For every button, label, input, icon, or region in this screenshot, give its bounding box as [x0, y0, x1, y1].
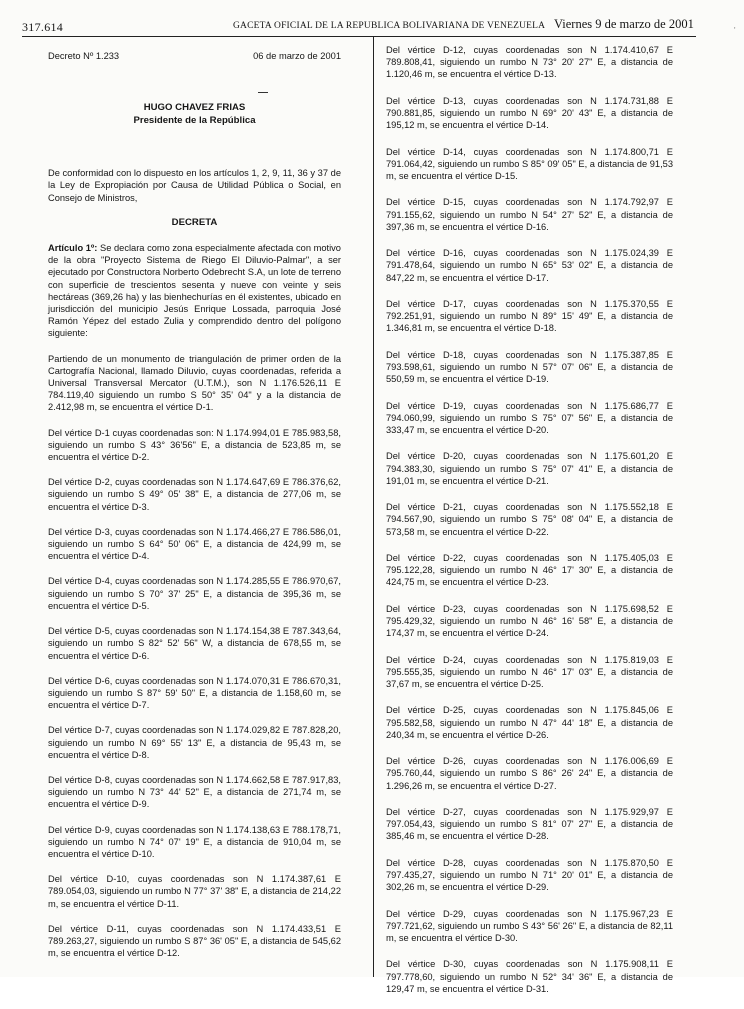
- vertex-paragraph: Del vértice D-3, cuyas coordenadas son N 1.174.466,27 E 786.586,01, siguiendo un rumbo S 64° 50' 06" E, a distancia de 424,99 m, se encuentra el vértice D-4.: [48, 526, 341, 562]
- article-text: Se declara como zona especialmente afectada con motivo de la obra "Proyecto Sistema de Riego El Diluvio-Palmar", a ser ejecutado por Constructora Norberto Odebrecht S.A, un lote de terreno con superficie de trescientos sesenta y nueve con veinte y seis hectáreas (369,26 ha) y las bienhechurías en él existentes, ubicado en jurisdicción del municipio Jesús Enrique Lossada, parroquia José Ramón Yépez del estado Zulia y comprendido dentro del polígono siguiente:: [48, 243, 341, 339]
- vertex-paragraph: Del vértice D-1 cuyas coordenadas son: N 1.174.994,01 E 785.983,58, siguiendo un rumbo S 43° 36'56" E, a distancia de 523,85 m, se encuentra el vértice D-2.: [48, 427, 341, 463]
- vertex-paragraph: Del vértice D-20, cuyas coordenadas son N 1.175.601,20 E 794.383,30, siguiendo un rumbo S 75° 07' 41" E, a distancia de 191,01 m, se encuentra el vértice D-21.: [386, 451, 673, 486]
- article-label: Artículo 1º:: [48, 243, 98, 254]
- left-column: [48, 50, 341, 972]
- page-number: 317.614: [22, 20, 64, 34]
- vertex-paragraph: Del vértice D-12, cuyas coordenadas son N 1.174.410,67 E 789.808,41, siguiendo un rumbo N 73° 20' 27" E, a distancia de 1.120,46 m, se encuentra el vértice D-13.: [386, 45, 673, 80]
- column-divider: [373, 36, 374, 977]
- vertex-paragraph: Del vértice D-23, cuyas coordenadas son N 1.175.698,52 E 795.429,32, siguiendo un rumbo N 46° 16' 58" E, a distancia de 174,37 m, se encuentra el vértice D-24.: [386, 603, 673, 639]
- vertex-paragraph: Del vértice D-24, cuyas coordenadas son N 1.175.819,03 E 795.555,35, siguiendo un rumbo N 46° 17' 03" E, a distancia de 37,67 m, se encuentra el vértice D-25.: [386, 654, 673, 689]
- issue-date: Viernes 9 de marzo de 2001: [554, 17, 694, 31]
- signer-name: HUGO CHAVEZ FRIAS: [143, 102, 246, 114]
- vertex-paragraph: Del vértice D-9, cuyas coordenadas son N 1.174.138,63 E 788.178,71, siguiendo un rumbo N 74° 07' 19" E, a distancia de 910,04 m, se encuentra el vértice D-10.: [48, 824, 341, 859]
- vertex-paragraph: Del vértice D-29, cuyas coordenadas son N 1.175.967,23 E 797.721,62, siguiendo un rumbo S 43° 56' 26" E, a distancia de 82,11 m, se encuentra el vértice D-30.: [386, 908, 673, 943]
- vertex-paragraph: Del vértice D-25, cuyas coordenadas son N 1.175.845,06 E 795.582,58, siguiendo un rumbo N 47° 44' 18" E, a distancia de 240,34 m, se encuentra el vértice D-26.: [386, 705, 673, 740]
- vertex-paragraph: Del vértice D-14, cuyas coordenadas son N 1.174.800,71 E 791.064,42, siguiendo un rumbo S 85° 09' 05" E, a distancia de 91,53 m, se encuentra el vértice D-15.: [386, 146, 673, 181]
- gazette-title: GACETA OFICIAL DE LA REPUBLICA BOLIVARIANA DE VENEZUELA: [233, 21, 546, 31]
- margin-mark: ': [734, 26, 736, 35]
- decree-date: 06 de marzo de 2001: [253, 51, 341, 61]
- vertex-paragraph: Del vértice D-6, cuyas coordenadas son N 1.174.070,31 E 786.670,31, siguiendo un rumbo S 87° 59' 50" E, a distancia de 1.158,60 m, se encuentra el vértice D-7.: [48, 675, 341, 711]
- signer-title: Presidente de la República: [133, 114, 256, 126]
- decree-number: Decreto Nº 1.233: [48, 51, 120, 61]
- vertex-paragraph: Del vértice D-15, cuyas coordenadas son N 1.174.792,97 E 791.155,62, siguiendo un rumbo N 54° 27' 52" E, a distancia de 397,36 m, se encuentra el vértice D-16.: [386, 197, 673, 232]
- vertex-paragraph: Del vértice D-2, cuyas coordenadas son N 1.174.647,69 E 786.376,62, siguiendo un rumbo S 49° 05' 38" E, a distancia de 277,06 m, se encuentra el vértice D-3.: [48, 477, 341, 512]
- preamble: De conformidad con lo dispuesto en los artículos 1, 2, 9, 11, 36 y 37 de la Ley de Expropiación por Causa de Utilidad Pública o Social, en Consejo de Ministros,: [48, 168, 341, 203]
- decreta-heading: DECRETA: [171, 216, 218, 228]
- vertex-paragraph: Del vértice D-30, cuyas coordenadas son N 1.175.908,11 E 797.778,60, siguiendo un rumbo N 52° 34' 36" E, a distancia de 129,47 m, se encuentra el vértice D-31.: [386, 959, 673, 994]
- vertex-paragraph: Del vértice D-19, cuyas coordenadas son N 1.175.686,77 E 794.060,99, siguiendo un rumbo S 75° 07' 56" E, a distancia de 333,47 m, se encuentra el vértice D-20.: [386, 400, 673, 435]
- separator-dash: [258, 92, 268, 93]
- right-column: [386, 44, 673, 1009]
- vertex-paragraph: Del vértice D-10, cuyas coordenadas son N 1.174.387,61 E 789.054,03, siguiendo un rumbo N 77° 37' 38" E, a distancia de 214,22 m, se encuentra el vértice D-11.: [48, 874, 341, 909]
- vertex-paragraph: Del vértice D-22, cuyas coordenadas son N 1.175.405,03 E 795.122,28, siguiendo un rumbo N 46° 17' 30" E, a distancia de 424,75 m, se encuentra el vértice D-23.: [386, 552, 673, 588]
- vertex-paragraph: Del vértice D-27, cuyas coordenadas son N 1.175.929,97 E 797.054,43, siguiendo un rumbo S 81° 07' 27" E, a distancia de 385,46 m, se encuentra el vértice D-28.: [386, 806, 673, 842]
- header-rule: [22, 36, 696, 37]
- vertex-paragraph: Del vértice D-26, cuyas coordenadas son N 1.176.006,69 E 795.760,44, siguiendo un rumbo S 86° 26' 24" E, a distancia de 1.296,26 m, se encuentra el vértice D-27.: [386, 756, 673, 791]
- signer-block: [48, 102, 341, 127]
- starting-point: Partiendo de un monumento de triangulación de primer orden de la Cartografía Nacional, llamado Diluvio, cuyas coordenadas, referida a Universal Transversal Mercator (U.T.M.), son N 1.176.526,11 E 784.119,40 siguiendo un rumbo S 50° 35' 04" y a la distancia de 2.412,98 m, se encuentra el vértice D-1.: [48, 353, 341, 413]
- vertex-paragraph: Del vértice D-11, cuyas coordenadas son N 1.174.433,51 E 789.263,27, siguiendo un rumbo S 87° 36' 05" E, a distancia de 545,62 m, se encuentra el vértice D-12.: [48, 923, 341, 959]
- vertex-paragraph: Del vértice D-17, cuyas coordenadas son N 1.175.370,55 E 792.251,91, siguiendo un rumbo N 89° 15' 49" E, a distancia de 1.346,81 m, se encuentra el vértice D-18.: [386, 298, 673, 334]
- vertex-paragraph: Del vértice D-21, cuyas coordenadas son N 1.175.552,18 E 794.567,90, siguiendo un rumbo S 75° 08' 04" E, a distancia de 573,58 m, se encuentra el vértice D-22.: [386, 502, 673, 537]
- vertex-paragraph: Del vértice D-16, cuyas coordenadas son N 1.175.024,39 E 791.478,64, siguiendo un rumbo N 65° 53' 02" E, a distancia de 847,22 m, se encuentra el vértice D-17.: [386, 248, 673, 283]
- page-header: [0, 0, 744, 40]
- vertex-paragraph: Del vértice D-8, cuyas coordenadas son N 1.174.662,58 E 787.917,83, siguiendo un rumbo N 73° 44' 52" E, a distancia de 271,74 m, se encuentra el vértice D-9.: [48, 774, 341, 810]
- article-1: [48, 242, 341, 340]
- vertex-paragraph: Del vértice D-13, cuyas coordenadas son N 1.174.731,88 E 790.881,85, siguiendo un rumbo N 69° 20' 43" E, a distancia de 195,12 m, se encuentra el vértice D-14.: [386, 95, 673, 131]
- vertex-paragraph: Del vértice D-5, cuyas coordenadas son N 1.174.154,38 E 787.343,64, siguiendo un rumbo S 82° 52' 56" W, a distancia de 678,55 m, se encuentra el vértice D-6.: [48, 626, 341, 661]
- decree-line: [48, 50, 341, 62]
- vertex-paragraph: Del vértice D-28, cuyas coordenadas son N 1.175.870,50 E 797.435,27, siguiendo un rumbo N 71° 20' 01" E, a distancia de 302,26 m, se encuentra el vértice D-29.: [386, 857, 673, 893]
- vertex-paragraph: Del vértice D-7, cuyas coordenadas son N 1.174.029,82 E 787.828,20, siguiendo un rumbo N 69° 55' 13" E, a distancia de 95,43 m, se encuentra el vértice D-8.: [48, 725, 341, 760]
- vertex-paragraph: Del vértice D-18, cuyas coordenadas son N 1.175.387,85 E 793.598,61, siguiendo un rumbo N 57° 07' 06" E, a distancia de 550,59 m, se encuentra el vértice D-19.: [386, 349, 673, 385]
- vertex-paragraph: Del vértice D-4, cuyas coordenadas son N 1.174.285,55 E 786.970,67, siguiendo un rumbo S 70° 37' 25" E, a distancia de 395,36 m, se encuentra el vértice D-5.: [48, 576, 341, 611]
